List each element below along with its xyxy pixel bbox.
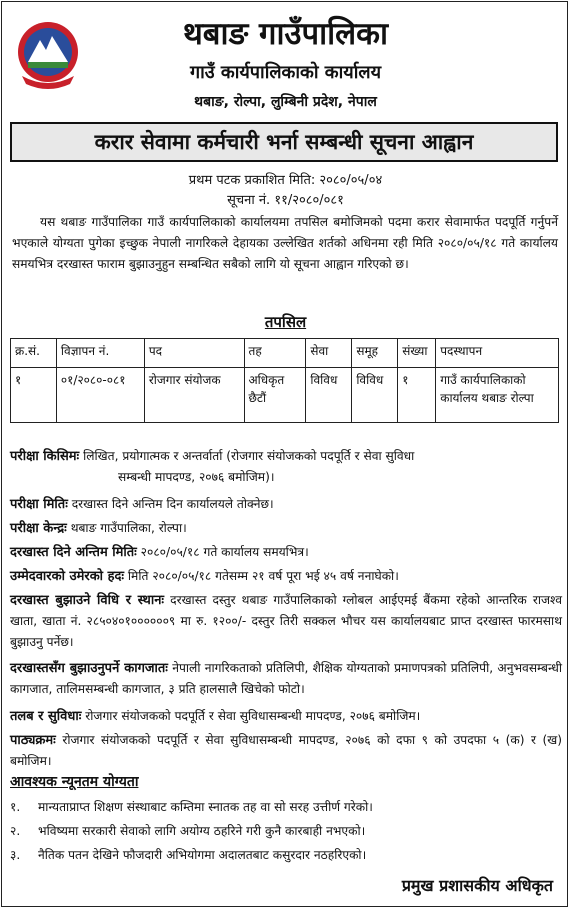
detail-text: थबाङ गाउँपालिका, रोल्पा। bbox=[70, 521, 187, 535]
requirement-item bbox=[10, 822, 365, 839]
detail-text: नेपाली नागरिकताको प्रतिलिपी, शैक्षिक योग्यताको प्रमाणपत्रको प्रतिलिपी, अनुभवसम्बन्धी कागजात, तालिमसम्बन्धी कागजात, ३ प्रति हालसालै खिचेको फोटो। bbox=[10, 661, 563, 696]
table-cell: गाउँ कार्यपालिकाको कार्यालय थबाङ रोल्पा bbox=[436, 368, 559, 423]
office-name: गाउँ कार्यपालिकाको कार्यालय bbox=[189, 62, 382, 83]
tapasil-heading: तपसिल bbox=[264, 313, 307, 331]
application-deadline bbox=[10, 542, 562, 563]
table-cell: अधिकृत छैटौं bbox=[244, 368, 306, 423]
requirement-text: मान्यताप्राप्त शिक्षण संस्थाबाट कम्तिमा स्नातक तह वा सो सरह उत्तीर्ण गरेको। bbox=[38, 800, 373, 814]
vacancy-table bbox=[10, 338, 559, 423]
requirement-number: १. bbox=[10, 800, 21, 814]
requirement-number: २. bbox=[10, 824, 21, 838]
detail-text: दरखास्त दस्तुर थबाङ गाउँपालिकाको ग्लोबल आईएमई बैंकमा रहेको आन्तरिक राजश्व खाता, खाता नं. २८५०४०१००००००९ मा रु. १२००/- दस्तुर तिरी सक्कल भौचर यस कार्यालयबाट प्राप्त दरखास्त फारमसाथ बुझाउनु पर्नेछ। bbox=[10, 593, 562, 649]
syllabus bbox=[10, 730, 562, 772]
detail-text: २०८०/०५/१८ गते कार्यालय समयभित्र। bbox=[140, 545, 309, 559]
notice-banner: करार सेवामा कर्मचारी भर्ना सम्बन्धी सूचना आह्वान bbox=[10, 122, 558, 162]
age-limit bbox=[10, 566, 562, 587]
exam-date bbox=[10, 494, 562, 515]
requirement-text: नैतिक पतन देखिने फौजदारी अभियोगमा अदालतबाट कसुरदार नठहरिएको। bbox=[38, 848, 367, 862]
detail-label: तलब र सुविधाः bbox=[10, 709, 82, 724]
table-cell: ०१/२०८०-०८१ bbox=[56, 368, 144, 423]
exam-center bbox=[10, 518, 562, 539]
signatory: प्रमुख प्रशासकीय अधिकृत bbox=[401, 876, 553, 895]
detail-label: दरखास्त बुझाउने विधि र स्थानः bbox=[10, 593, 165, 608]
required-documents bbox=[10, 658, 562, 700]
table-cell: विविध bbox=[352, 368, 398, 423]
requirement-number: ३. bbox=[10, 848, 21, 862]
requirement-text: भविष्यमा सरकारी सेवाको लागि अयोग्य ठहरिने गरी कुनै कारबाही नभएको। bbox=[38, 824, 366, 838]
detail-label: दरखास्त दिने अन्तिम मितिः bbox=[10, 545, 137, 560]
detail-label: उम्मेदवारको उमेरको हदः bbox=[10, 569, 125, 584]
column-header: समूह bbox=[352, 339, 398, 368]
intro-paragraph: यस थबाङ गाउँपालिका गाउँ कार्यपालिकाको कार्यालयमा तपसिल बमोजिमको पदमा करार सेवामार्फत पदपूर्ति गर्नुपर्ने भएकाले योग्यता पुगेका इच्छुक नेपाली नागरिकले देहायका उल्लेखित शर्तको अधिनमा रही मिति २०८०/०५/१८ गते कार्यालय समयभित्र दरखास्त फाराम बुझाउनुहुन सम्बन्धित सबैको लागि यो सूचना आह्वान गरिएको छ। bbox=[12, 215, 558, 271]
detail-label: परीक्षा किसिमः bbox=[10, 449, 80, 464]
submission-method bbox=[10, 590, 562, 653]
municipality-title: थबाङ गाउँपालिका bbox=[182, 16, 389, 52]
table-header-row bbox=[11, 339, 559, 368]
column-header: तह bbox=[244, 339, 306, 368]
detail-text: रोजगार संयोजकको पदपूर्ति र सेवा सुविधासम्बन्धी मापदण्ड, २०७६ बमोजिम। bbox=[85, 709, 421, 723]
column-header: संख्या bbox=[398, 339, 436, 368]
table-cell: १ bbox=[11, 368, 57, 423]
column-header: पदस्थापन bbox=[436, 339, 559, 368]
detail-label: पाठ्यक्रमः bbox=[10, 733, 56, 748]
requirements-heading: आवश्यक न्यूनतम योग्यता bbox=[10, 774, 139, 790]
detail-text: लिखित, प्रयोगात्मक र अन्तर्वार्ता (रोजगार संयोजकको पदपूर्ति र सेवा सुविधा bbox=[83, 449, 415, 463]
table-cell: रोजगार संयोजक bbox=[144, 368, 244, 423]
salary-benefits bbox=[10, 706, 562, 727]
office-address: थबाङ, रोल्पा, लुम्बिनी प्रदेश, नेपाल bbox=[194, 94, 377, 110]
requirement-item bbox=[10, 798, 373, 815]
detail-label: परीक्षा मितिः bbox=[10, 497, 68, 512]
detail-text: मिति २०८०/०५/१८ गतेसम्म २१ वर्ष पूरा भई ४५ वर्ष ननाघेको। bbox=[127, 569, 399, 583]
table-row bbox=[11, 368, 559, 423]
column-header: क्र.सं. bbox=[11, 339, 57, 368]
detail-text: दरखास्त दिने अन्तिम दिन कार्यालयले तोक्नेछ। bbox=[71, 497, 274, 511]
detail-label: परीक्षा केन्द्रः bbox=[10, 521, 67, 536]
notice-number: सूचना नं. ११/२०८०/०८१ bbox=[227, 193, 344, 208]
exam-type bbox=[10, 446, 562, 488]
requirement-item bbox=[10, 846, 366, 863]
table-cell: विविध bbox=[306, 368, 352, 423]
column-header: सेवा bbox=[306, 339, 352, 368]
detail-label: दरखास्तसँग बुझाउनुपर्ने कागजातः bbox=[10, 661, 168, 676]
detail-text: रोजगार संयोजकको पदपूर्ति र सेवा सुविधासम्बन्धी मापदण्ड, २०७६ को दफा ९ को उपदफा ५ (क) र (ख) बमोजिम। bbox=[10, 733, 562, 768]
detail-text-continued: सम्बन्धी मापदण्ड, २०७६ बमोजिम)। bbox=[118, 470, 275, 484]
published-date: प्रथम पटक प्रकाशित मिति: २०८०/०५/०४ bbox=[188, 173, 383, 188]
column-header: विज्ञापन नं. bbox=[56, 339, 144, 368]
column-header: पद bbox=[144, 339, 244, 368]
table-cell: १ bbox=[398, 368, 436, 423]
